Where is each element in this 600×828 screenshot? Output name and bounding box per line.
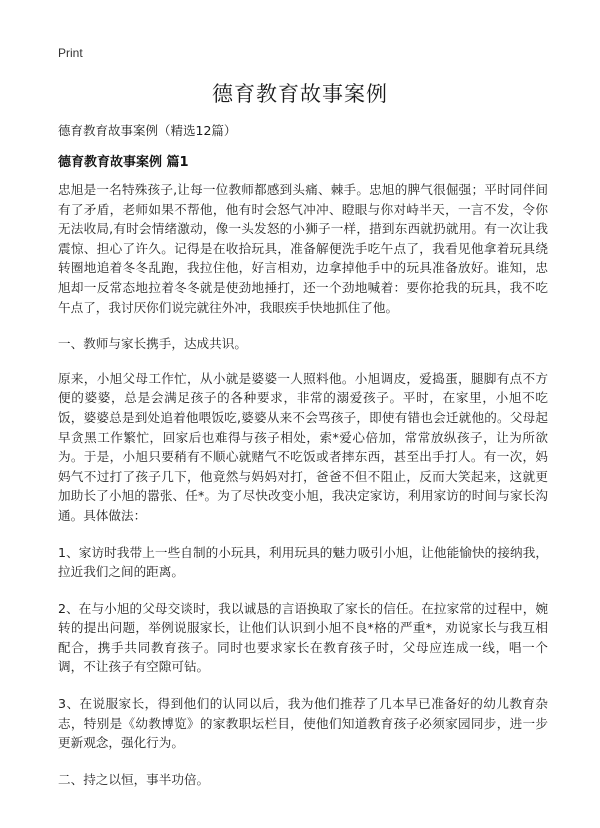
list-item: 3、在说服家长，得到他们的认同以后，我为他们推荐了几本早已准备好的幼儿教育杂志，特别是《幼教博览》的家教职坛栏目，使他们知道教育孩子必须家园同步，进一步更新观念，强化行为。 <box>58 696 548 751</box>
body-paragraph: 忠旭是一名特殊孩子,让每一位教师都感到头痛、棘手。忠旭的脾气很倔强；平时同伴间有了矛盾，老师如果不帮他，他有时会怒气冲冲、瞪眼与你对峙半天，一言不发，令你无法收局,有时会情绪激动，像一头发怒的小狮子一样，措到东西就扔就用。有一次让我震惊、担心了许久。记得是在收拾玩具，准备解便洗手吃午点了，我看见他拿着玩具绕转圈地追着冬冬乱跑，我拉住他，好言相劝，边拿掉他手中的玩具准备放好。谁知，忠旭却一反常态地拉着冬冬就是使劲地捶打，还一个劲地喊着：要你抢我的玩具，我不吃午点了，我讨厌你们说完就往外冲，我眼疾手快地抓住了他。 <box>58 182 548 315</box>
subsection-heading: 一、教师与家长携手，达成共识。 <box>58 336 247 352</box>
subsection-heading: 二、持之以恒，事半功倍。 <box>58 771 210 787</box>
document-subtitle: 德育教育故事案例（精选12篇） <box>58 123 237 138</box>
list-item: 1、家访时我带上一些自制的小玩具，利用玩具的魅力吸引小旭，让他能愉快的接纳我，拉近我们之间的距离。 <box>58 544 548 580</box>
print-link[interactable]: Print <box>58 46 83 60</box>
page-title: 德育教育故事案例 <box>212 82 388 106</box>
article-body <box>58 180 548 804</box>
body-paragraph: 原来，小旭父母工作忙，从小就是婆婆一人照料他。小旭调皮，爱捣蛋，腿脚有点不方便的婆婆，总是会满足孩子的各种要求，非常的溺爱孩子。平时，在家里，小旭不吃饭，婆婆总是到处追着他喂饭吃,婆婆从来不会骂孩子，即使有错也会迁就他的。父母起早贪黑工作繁忙，回家后也难得与孩子相处，索*爱心倍加，常常放纵孩子，让为所欲为。于是，小旭只要稍有不顺心就赌气不吃饭或者摔东西，甚至出手打人。有一次，妈妈气不过打了孩子几下，他竟然与妈妈对打，爸爸不但不阻止，反而大笑起来，这就更加助长了小旭的嚣张、任*。为了尽快改变小旭，我决定家访，利用家访的时间与家长沟通。具体做法： <box>58 370 548 523</box>
section-heading: 德育教育故事案例 篇1 <box>58 155 189 170</box>
list-item: 2、在与小旭的父母交谈时，我以诚恳的言语换取了家长的信任。在拉家常的过程中，婉转的提出问题，举例说服家长，让他们认识到小旭不良*格的严重*，劝说家长与我互相配合，携手共同教育孩子。同时也要求家长在教育孩子时，父母应连成一线，唱一个调，不让孩子有空隙可钻。 <box>58 600 548 675</box>
